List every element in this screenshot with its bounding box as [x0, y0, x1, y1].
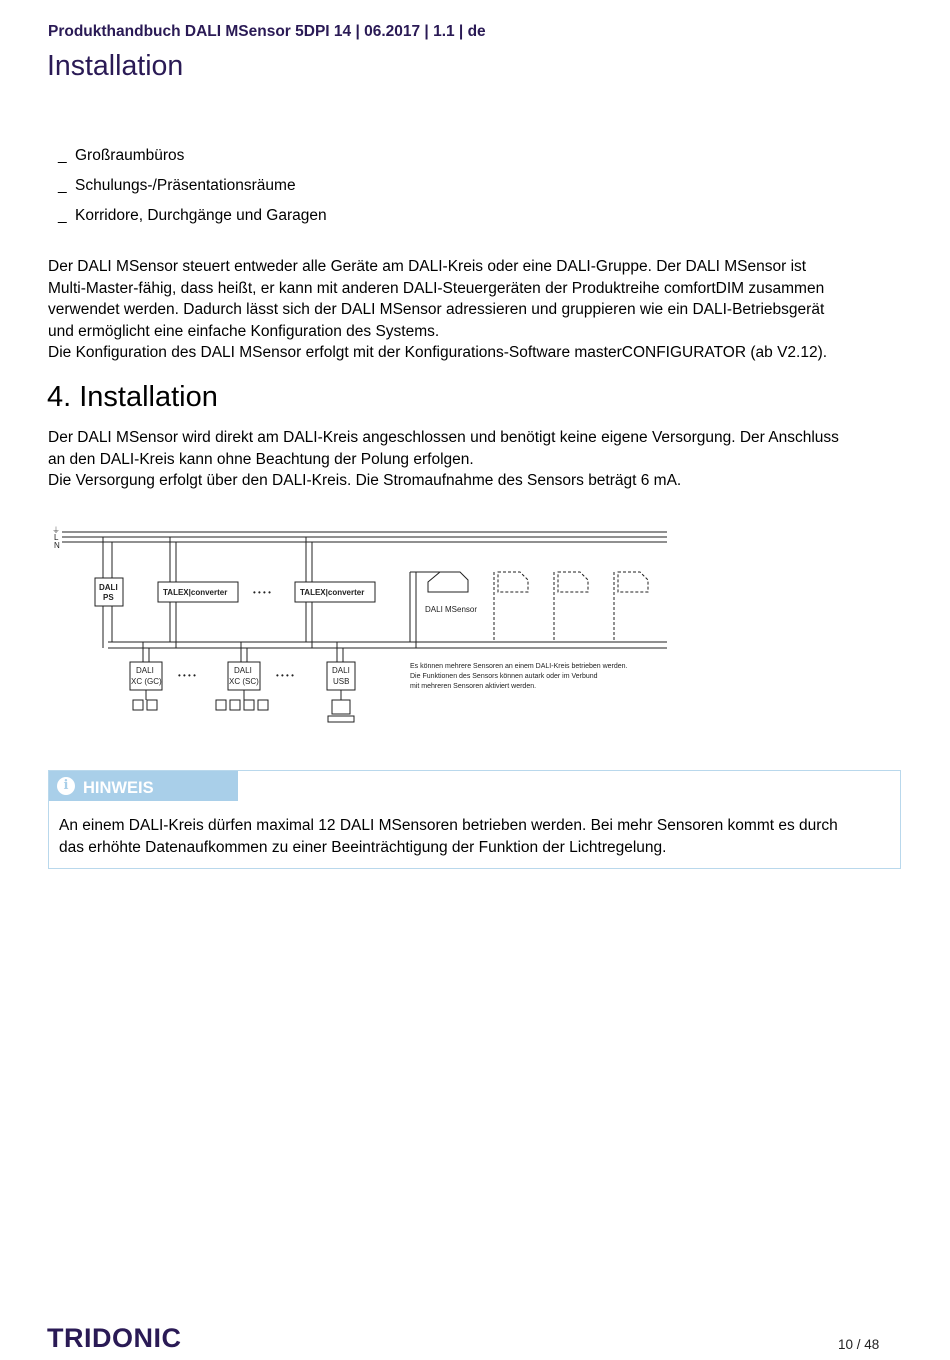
- document-header: Produkthandbuch DALI MSensor 5DPI 14 | 06.2017 | 1.1 | de: [48, 23, 486, 40]
- xc-gc-label-line1: DALI: [136, 666, 154, 675]
- bullet-dash: _: [58, 177, 67, 194]
- paragraph-line: Der DALI MSensor steuert entweder alle Geräte am DALI-Kreis oder eine DALI-Gruppe. Der DALI MSensor ist: [48, 258, 807, 275]
- converter-label-1: TALEX|converter: [163, 588, 228, 597]
- converter-label-2: TALEX|converter: [300, 588, 365, 597]
- ps-label-line1: DALI: [99, 583, 118, 592]
- paragraph-line: An einem DALI-Kreis dürfen maximal 12 DALI MSensoren betrieben werden. Bei mehr Sensoren kommt es durch: [59, 817, 838, 834]
- bullet-dash: _: [58, 147, 67, 164]
- hinweis-header: [49, 771, 238, 801]
- paragraph-line: Multi-Master-fähig, dass heißt, er kann mit anderen DALI-Steuergeräten der Produktreihe comfortDIM zusammen: [48, 279, 825, 297]
- paragraph-line: Der DALI MSensor wird direkt am DALI-Kreis angeschlossen und benötigt keine eigene Versorgung. Der Anschluss: [48, 429, 839, 446]
- bullet-dash: _: [58, 207, 67, 224]
- hinweis-box: [48, 770, 901, 869]
- intro-paragraph: [48, 256, 918, 364]
- paragraph-line: das erhöhte Datenaufkommen zu einer Beeinträchtigung der Funktion der Lichtregelung.: [59, 838, 667, 856]
- application-list: [58, 146, 327, 236]
- diagram-note-line2: Die Funktionen des Sensors können autark oder im Verbund: [410, 673, 598, 680]
- wiring-diagram: [50, 520, 670, 735]
- paragraph-line: Die Versorgung erfolgt über den DALI-Kreis. Die Stromaufnahme des Sensors beträgt 6 mA.: [48, 472, 682, 490]
- paragraph-line: verwendet werden. Dadurch lässt sich der DALI MSensor adressieren und gruppieren wie ein DALI-Betriebsgerät: [48, 301, 825, 319]
- list-item: [58, 206, 327, 236]
- info-icon: i: [57, 777, 75, 795]
- hinweis-text: [59, 815, 899, 858]
- paragraph-line: an den DALI-Kreis kann ohne Beachtung der Polung erfolgen.: [48, 450, 474, 468]
- list-item: [58, 176, 327, 206]
- section-title: Installation: [47, 50, 184, 82]
- xc-dots-1: • • • •: [178, 671, 196, 680]
- diagram-note-line1: Es können mehrere Sensoren an einem DALI-Kreis betrieben werden.: [410, 663, 628, 670]
- xc-gc-label-line2: XC (GC): [131, 677, 162, 686]
- sensor-label: DALI MSensor: [425, 605, 478, 614]
- xc-dots-2: • • • •: [276, 671, 294, 680]
- tridonic-logo: TRIDONIC: [47, 1323, 182, 1353]
- diagram-note-line3: mit mehreren Sensoren aktiviert werden.: [410, 683, 537, 690]
- converter-dots: • • • •: [253, 588, 271, 597]
- usb-label-line1: DALI: [332, 666, 350, 675]
- list-item: [58, 146, 327, 176]
- usb-label-line2: USB: [333, 677, 350, 686]
- ps-label-line2: PS: [103, 593, 114, 602]
- installation-heading: 4. Installation: [47, 381, 218, 413]
- paragraph-line: Die Konfiguration des DALI MSensor erfolgt mit der Konfigurations-Software masterCONFIGURATOR (ab V2.12).: [48, 344, 828, 362]
- mains-label-n: N: [54, 541, 60, 550]
- paragraph-line: und ermöglicht eine einfache Konfiguration des Systems.: [48, 322, 440, 340]
- page-number: 10 / 48: [838, 1337, 880, 1352]
- mains-label-earth: ⏚: [52, 526, 60, 535]
- hinweis-label: HINWEIS: [83, 779, 154, 797]
- list-item-text: Korridore, Durchgänge und Garagen: [75, 207, 327, 224]
- installation-paragraph: [48, 427, 918, 492]
- list-item-text: Schulungs-/Präsentationsräume: [75, 177, 296, 194]
- xc-sc-label-line2: XC (SC): [229, 677, 259, 686]
- list-item-text: Großraumbüros: [75, 147, 185, 164]
- mains-label-l: L: [54, 533, 59, 542]
- xc-sc-label-line1: DALI: [234, 666, 252, 675]
